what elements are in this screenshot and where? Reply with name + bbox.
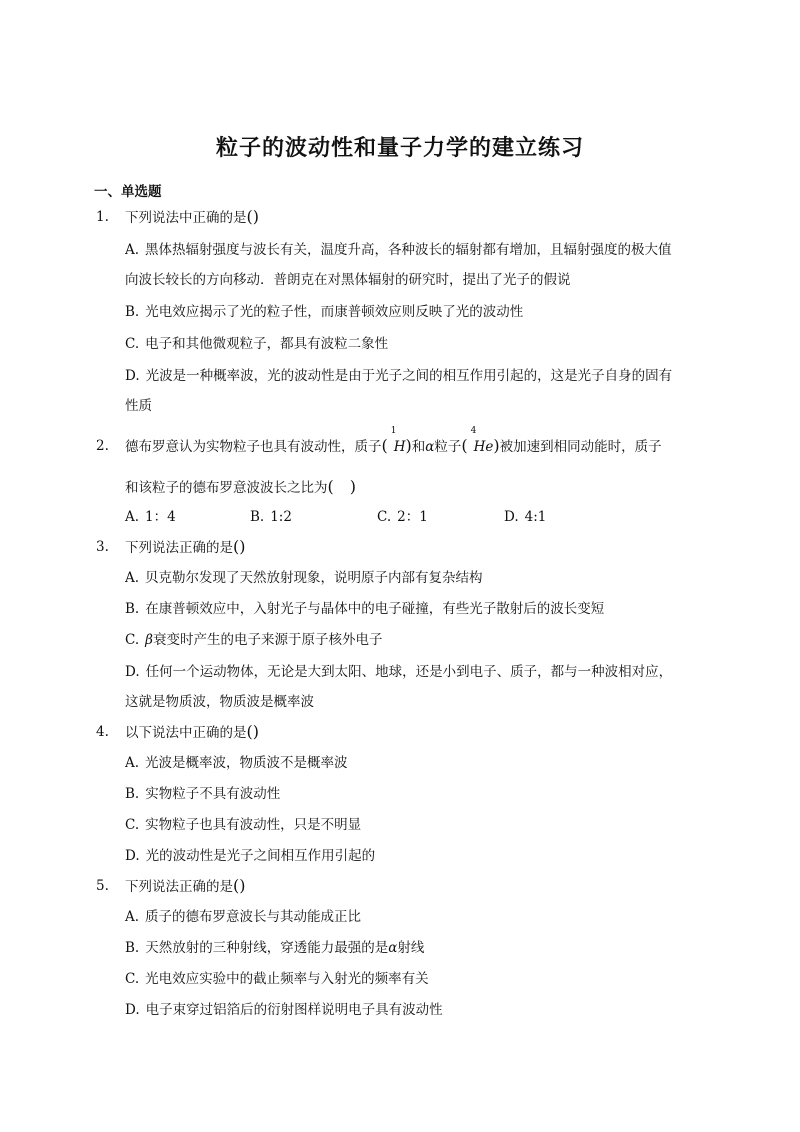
- option-c: C. β衰变时产生的电子来源于原子核外电子: [125, 632, 383, 648]
- option-d: D. 任何一个运动物体，无论是大到太阳、地球，还是小到电子、质子，都与一种波相对应，: [125, 664, 673, 680]
- option-a: A. 质子的德布罗意波长与其动能成正比: [125, 909, 362, 925]
- option-d: D. 光的波动性是光子之间相互作用引起的: [125, 848, 376, 864]
- option-c: C. 2：1: [377, 509, 428, 525]
- option-b: B. 1:2: [250, 509, 292, 525]
- question-stem: 以下说法中正确的是(): [125, 722, 259, 741]
- question-number: 3.: [96, 539, 109, 555]
- option-c: C. 电子和其他微观粒子，都具有波粒二象性: [125, 336, 389, 352]
- option-a: A. 黑体热辐射强度与波长有关，温度升高，各种波长的辐射都有增加，且辐射强度的极大值: [125, 242, 672, 258]
- option-b: B. 实物粒子不具有波动性: [125, 786, 281, 802]
- option-d: D. 光波是一种概率波，光的波动性是由于光子之间的相互作用引起的，这是光子自身的固有: [125, 368, 673, 384]
- proton-symbol: 1 H: [390, 426, 406, 455]
- page-title: 粒子的波动性和量子力学的建立练习: [215, 136, 584, 161]
- option-c: C. 实物粒子也具有波动性，只是不明显: [125, 817, 362, 833]
- option-b: B. 光电效应揭示了光的粒子性，而康普顿效应则反映了光的波动性: [125, 304, 524, 320]
- question-number: 4.: [96, 724, 109, 740]
- option-d-continued: 这就是物质波，物质波是概率波: [125, 694, 314, 710]
- option-c: C. 光电效应实验中的截止频率与入射光的频率有关: [125, 971, 429, 987]
- question-stem: 下列说法中正确的是(): [125, 207, 259, 226]
- option-b: B. 天然放射的三种射线，穿透能力最强的是α射线: [125, 940, 425, 956]
- question-number: 5.: [96, 878, 109, 894]
- section-heading: 一、单选题: [94, 184, 162, 200]
- option-b: B. 在康普顿效应中，入射光子与晶体中的电子碰撞，有些光子散射后的波长变短: [125, 601, 605, 617]
- question-stem: 下列说法正确的是(): [125, 537, 246, 556]
- question-stem-continued: 和该粒子的德布罗意波波长之比为( ): [125, 477, 356, 496]
- option-a: A. 贝克勒尔发现了天然放射现象，说明原子内部有复杂结构: [125, 570, 483, 586]
- option-a-continued: 向波长较长的方向移动．普朗克在对黑体辐射的研究时，提出了光子的假说: [125, 272, 571, 288]
- question-stem: 下列说法正确的是(): [125, 876, 246, 895]
- helium-symbol: 4 He: [470, 426, 494, 455]
- option-a: A. 1：4: [125, 509, 176, 525]
- question-number: 2.: [96, 438, 109, 454]
- option-d: D. 4:1: [504, 509, 547, 525]
- option-a: A. 光波是概率波，物质波不是概率波: [125, 755, 348, 771]
- question-number: 1.: [96, 209, 109, 225]
- option-d-continued: 性质: [125, 398, 152, 414]
- option-d: D. 电子束穿过铝箔后的衍射图样说明电子具有波动性: [125, 1002, 443, 1018]
- question-stem: 德布罗意认为实物粒子也具有波动性，质子( 1 H)和α粒子( 4 He)被加速到相同动能时，质子: [125, 426, 662, 455]
